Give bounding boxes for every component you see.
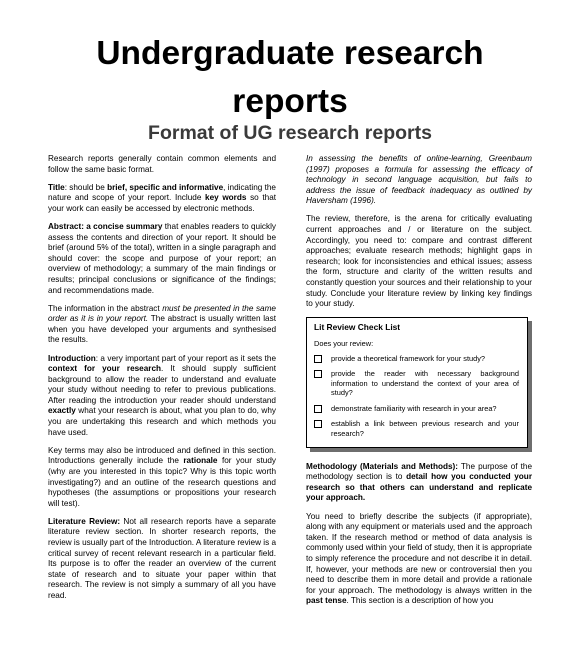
checklist-item bbox=[314, 369, 519, 398]
checklist-item-text: provide a theoretical framework for your study? bbox=[331, 353, 486, 363]
example-quote bbox=[306, 154, 532, 207]
emphasis-run: past tense bbox=[306, 596, 347, 606]
methods-paragraph bbox=[306, 512, 532, 607]
emphasis-run: context for your research bbox=[48, 364, 162, 374]
emphasis-run: rationale bbox=[183, 456, 218, 466]
checkbox-icon bbox=[314, 370, 322, 378]
checkbox-icon bbox=[314, 355, 322, 363]
checklist-item-text: establish a link between previous research and your research? bbox=[331, 419, 519, 439]
methodology-label: Methodology (Materials and Methods): bbox=[306, 461, 459, 471]
checkbox-icon bbox=[314, 405, 322, 413]
checklist-item bbox=[314, 404, 519, 414]
text-run: what your research is about, what you plan to do, why you are undertaking this research and which methods you have used. bbox=[48, 406, 276, 437]
emphasis-run: detail how you conducted your research so that others can understand and replicate your approach. bbox=[306, 472, 532, 503]
lit-review-checklist bbox=[306, 317, 528, 447]
right-column bbox=[306, 154, 532, 614]
checklist-item bbox=[314, 354, 519, 364]
checkbox-icon bbox=[314, 420, 322, 428]
page-title bbox=[0, 30, 580, 126]
title-section-paragraph bbox=[48, 183, 276, 215]
text-run: : a very important part of your report as it sets the bbox=[95, 353, 276, 363]
emphasis-run: brief, specific and informative bbox=[107, 182, 224, 192]
title-section-label: Title bbox=[48, 182, 65, 192]
emphasis-run: key words bbox=[205, 193, 247, 203]
checklist-title: Lit Review Check List bbox=[314, 322, 401, 333]
text-run: for your study (why are you interested in this topic? Why is this topic worth investigating?) and an outline of the research questions and hypotheses (the assumptions or propositions your research will test). bbox=[48, 456, 276, 508]
text-run: You need to briefly describe the subjects (if appropriate), along with any equipment or materials used and the approach taken. If the research method or method of data analysis is commonly used within your field of study, then it is appropriate to simply reference the procedure and not describe it in detail. If, however, your methods are new or controversial then you need to describe them in more detail and provide a rationale for your approach. The methodology is always written in the bbox=[306, 511, 532, 595]
italic-run: must be presented in the same order as it is in your report. bbox=[48, 303, 276, 324]
review-paragraph: The review, therefore, is the arena for critically evaluating current approaches and / or literature on the subject. Accordingly, you need to: compare and contrast different approaches; evaluate research methods; highlight gaps in research; look for inconsistencies and ethical issues; assess the form, structure and clarity of the written results and constantly question your sources and their relationship to your study. Conclude your literature review by linking key findings to your study. bbox=[306, 214, 532, 309]
quote-text: In assessing the benefits of online-learning, Greenbaum (1997) proposes a formula for assessing the efficacy of technology in second language acquisition, but fails to address the issue of feedback inadequacy as outlined by Haversham (1996). bbox=[306, 154, 532, 206]
abstract-note-paragraph bbox=[48, 304, 276, 346]
text-run: . This section is a description of how you bbox=[346, 596, 494, 606]
text-run: . It should supply sufficient background to allow the reader to understand and evaluate your study without needing to refer to previous publications. After reading the introduction your reader should understand bbox=[48, 364, 276, 405]
text-run: The abstract is usually written last when you have developed your arguments and synthesised the results. bbox=[48, 314, 276, 345]
key-terms-paragraph bbox=[48, 446, 276, 510]
methodology-paragraph bbox=[306, 462, 532, 504]
text-run: The information in the abstract bbox=[48, 303, 163, 313]
title-line-1: Undergraduate research bbox=[96, 35, 484, 72]
checklist-item-text: demonstrate familiarity with research in your area? bbox=[331, 403, 497, 413]
literature-review-paragraph bbox=[48, 517, 276, 602]
text-run: : should be bbox=[64, 182, 108, 192]
introduction-paragraph bbox=[48, 354, 276, 439]
text-run: The purpose of the methodology section is to bbox=[306, 461, 533, 482]
text-run: that enables readers to quickly assess the contents and direction of your report. It should be brief (around 5% of the total), written in a single paragraph and should cover: the scope and purpose of your report; an overview of methodology; a summary of the main findings or results; principal conclusions or significance of the findings; and recommendations made. bbox=[48, 221, 276, 295]
page-subtitle: Format of UG research reports bbox=[148, 122, 432, 144]
intro-paragraph: Research reports generally contain common elements and follow the same basic format. bbox=[48, 154, 276, 174]
left-column bbox=[48, 154, 276, 609]
text-run: Key terms may also be introduced and defined in this section. Introductions generally include the bbox=[48, 445, 276, 466]
literature-review-label: Literature Review: bbox=[48, 516, 121, 526]
abstract-paragraph bbox=[48, 222, 276, 296]
text-run: , indicating the nature and scope of your report. Include bbox=[48, 182, 276, 203]
emphasis-run: exactly bbox=[48, 406, 76, 416]
text-run: Not all research reports have a separate literature review section. In shorter research reports, the review is usually part of the Introduction. A literature review is a critical survey of recent relevant research in a particular field. Its purpose is to offer the reader an overview of the current state of research and to situate your paper within that research. The review is not simply a summary of all you have read. bbox=[48, 516, 276, 600]
text-run: so that your work can easily be accessed by electronic methods. bbox=[48, 193, 277, 213]
checklist-intro: Does your review: bbox=[314, 338, 374, 348]
abstract-label: Abstract: a concise summary bbox=[48, 221, 163, 231]
introduction-label: Introduction bbox=[48, 353, 96, 363]
checklist-item bbox=[314, 419, 519, 438]
checklist-item-text: provide the reader with necessary background information to understand the context of your area of study? bbox=[331, 369, 519, 398]
title-line-2: reports bbox=[232, 83, 348, 120]
